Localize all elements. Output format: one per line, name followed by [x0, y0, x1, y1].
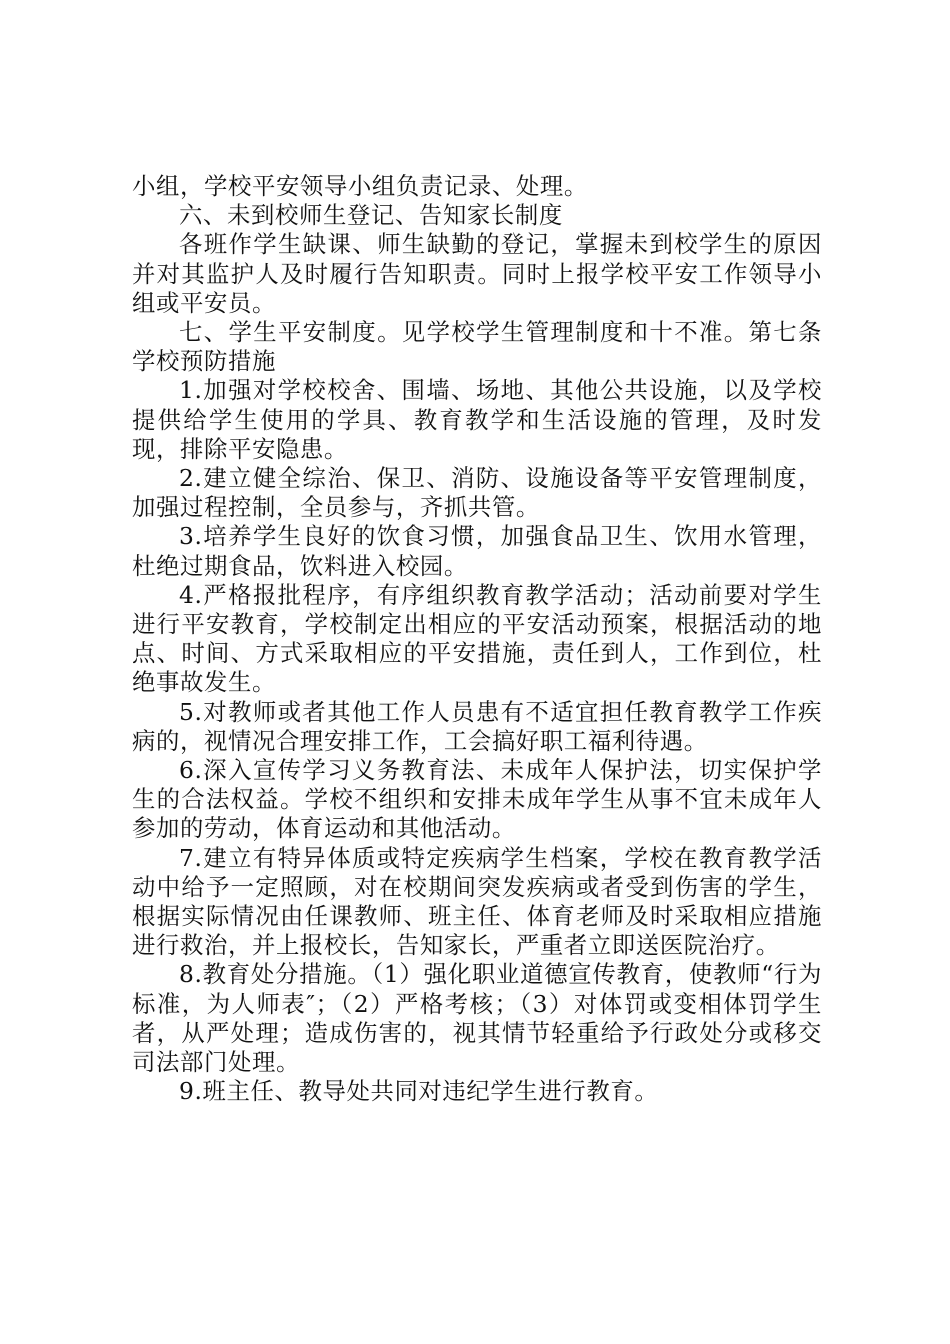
section-heading-six: 六、未到校师生登记、告知家长制度	[179, 201, 563, 230]
paragraph-continuation: 小组，学校平安领导小组负责记录、处理。	[132, 172, 588, 200]
measure-item-6: 6.深入宣传学习义务教育法、未成年人保护法，切实保护学生的合法权益。学校不组织和安排未成年学生从事不宜未成年人参加的劳动，体育运动和其他活动。	[132, 756, 822, 843]
measure-item-2: 2.建立健全综治、保卫、消防、设施设备等平安管理制度，加强过程控制，全员参与，齐抓共管。	[132, 464, 822, 522]
measure-item-5: 5.对教师或者其他工作人员患有不适宜担任教育教学工作疾病的，视情况合理安排工作，工会搞好职工福利待遇。	[132, 697, 822, 755]
measure-item-8: 8.教育处分措施。（1）强化职业道德宣传教育，使教师“行为标准，为人师表″；（2）严格考核；（3）对体罚或变相体罚学生者，从严处理；造成伤害的，视其情节轻重给予行政处分或移交司法部门处理。	[132, 960, 822, 1077]
measure-item-3: 3.培养学生良好的饮食习惯，加强食品卫生、饮用水管理，杜绝过期食品，饮料进入校园。	[132, 522, 822, 580]
paragraph-attendance: 各班作学生缺课、师生缺勤的登记，掌握未到校学生的原因并对其监护人及时履行告知职责。同时上报学校平安工作领导小组或平安员。	[132, 230, 822, 317]
measure-item-4: 4.严格报批程序，有序组织教育教学活动；活动前要对学生进行平安教育，学校制定出相应的平安活动预案，根据活动的地点、时间、方式采取相应的平安措施，责任到人，工作到位，杜绝事故发生。	[132, 580, 822, 697]
measure-item-7: 7.建立有特异体质或特定疾病学生档案，学校在教育教学活动中给予一定照顾，对在校期间突发疾病或者受到伤害的学生，根据实际情况由任课教师、班主任、体育老师及时采取相应措施进行救治，并上报校长，告知家长，严重者立即送医院治疗。	[132, 843, 822, 960]
section-heading-seven: 七、学生平安制度。见学校学生管理制度和十不准。第七条学校预防措施	[132, 318, 822, 376]
document-body	[132, 172, 822, 1107]
measure-item-9: 9.班主任、教导处共同对违纪学生进行教育。	[179, 1077, 659, 1106]
measure-item-1: 1.加强对学校校舍、围墙、场地、其他公共设施，以及学校提供给学生使用的学具、教育教学和生活设施的管理，及时发现，排除平安隐患。	[132, 376, 822, 463]
